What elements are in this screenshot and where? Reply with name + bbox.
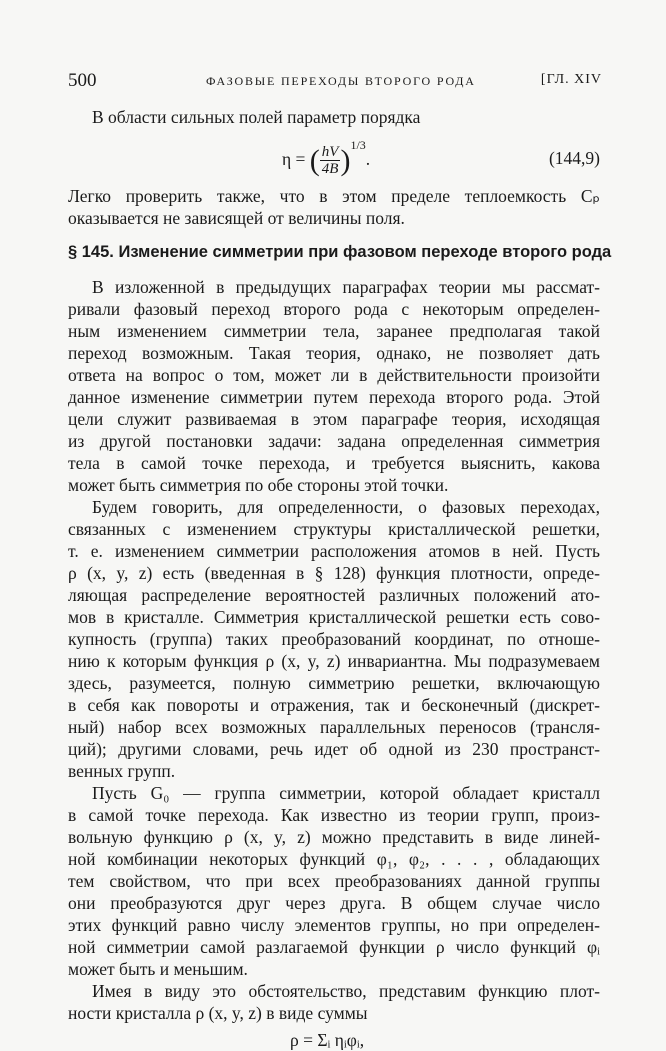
- running-title: ФАЗОВЫЕ ПЕРЕХОДЫ ВТОРОГО РОДА: [206, 74, 476, 88]
- formula-sum: ρ = Σᵢ ηᵢφᵢ,: [290, 1030, 365, 1050]
- text-line: ответа на вопрос о том, может ли в действительности произойти: [68, 365, 600, 385]
- text-line: Легко проверить также, что в этом пределе теплоемкость Cₚ: [68, 186, 600, 206]
- fraction: [320, 144, 341, 177]
- text-line: ρ (x, y, z) есть (введенная в § 128) функция плотности, опреде-: [68, 563, 600, 583]
- text-line: этих функций равно числу элементов группы, но при определен-: [68, 915, 600, 935]
- text-line: может быть симметрия по обе стороны этой точки.: [68, 475, 449, 495]
- text-line: тела в самой точке перехода, и требуется выяснить, какова: [68, 453, 600, 473]
- text-line: цели служит развиваемая в этом параграфе теория, исходящая: [68, 409, 600, 429]
- fraction-denominator: 4B: [321, 161, 339, 178]
- text-line: связанных с изменением структуры кристаллической решетки,: [68, 519, 600, 539]
- text-line: Пусть G₀ — группа симметрии, которой обладает кристалл: [92, 783, 600, 803]
- text-line: ный) набор всех возможных параллельных переносов (трансля-: [68, 717, 600, 737]
- text-line: данное изменение симметрии путем перехода второго рода. Этой: [68, 387, 600, 407]
- text-line: В изложенной в предыдущих параграфах теории мы рассмат-: [92, 277, 600, 297]
- text-line: в самой точке перехода. Как известно из теории групп, произ-: [68, 805, 600, 825]
- text-line: нию к которым функция ρ (x, y, z) инвариантна. Мы подразумеваем: [68, 651, 600, 671]
- equation-number: (144,9): [548, 148, 600, 168]
- text-line: здесь, разумеется, полную симметрию решетки, включающую: [68, 673, 600, 693]
- formula-144-9: η = ( $\frac{hV}{4B}$ )$^{1/3}$.: [282, 138, 371, 178]
- text-line: ной комбинации некоторых функций φ₁, φ₂, . . . , обладающих: [68, 849, 600, 869]
- text-line: ным изменением симметрии тела, заранее предполагая такой: [68, 321, 600, 341]
- text-line: в себя как повороты и отражения, так и бесконечный (дискрет-: [68, 695, 600, 715]
- intro-line: В области сильных полей параметр порядка: [92, 107, 421, 127]
- text-line: может быть и меньшим.: [68, 959, 248, 979]
- text-line: оказывается не зависящей от величины поля.: [68, 208, 405, 228]
- text-line: ций); другими словами, речь идет об одной из 230 пространст-: [68, 739, 600, 759]
- text-line: ляющая распределение вероятностей различных положений ато-: [68, 585, 600, 605]
- fraction-numerator: hV: [321, 144, 339, 161]
- text-line: тем свойством, что при всех преобразованиях данной группы: [68, 871, 600, 891]
- chapter-label: [ГЛ. XIV: [540, 72, 602, 87]
- text-line: Имея в виду это обстоятельство, представим функцию плот-: [92, 981, 600, 1001]
- text-line: Будем говорить, для определенности, о фазовых переходах,: [92, 497, 600, 517]
- formula-exponent: 1/3: [350, 138, 366, 152]
- text-line: вольную функцию ρ (x, y, z) можно представить в виде линей-: [68, 827, 600, 847]
- text-line: ривали фазовый переход второго рода с некоторым определен-: [68, 299, 600, 319]
- text-line: т. е. изменением симметрии расположения атомов в ней. Пусть: [68, 541, 600, 561]
- text-line: венных групп.: [68, 761, 176, 781]
- text-line: они преобразуются друг через друга. В общем случае число: [68, 893, 600, 913]
- text-line: купность (группа) таких преобразований координат, по отноше-: [68, 629, 600, 649]
- page-header: [68, 70, 608, 94]
- text-line: переход возможным. Такая теория, однако, не позволяет дать: [68, 343, 600, 363]
- text-line: ности кристалла ρ (x, y, z) в виде суммы: [68, 1003, 368, 1023]
- text-line: из другой постановки задачи: задана определенная симметрия: [68, 431, 600, 451]
- text-line: ной симметрии самой разлагаемой функции ρ число функций φᵢ: [68, 937, 600, 957]
- section-title: § 145. Изменение симметрии при фазовом переходе второго рода: [68, 243, 612, 261]
- text-line: мов в кристалле. Симметрия кристаллической решетки есть сово-: [68, 607, 600, 627]
- page-number: 500: [68, 70, 97, 91]
- formula-lhs: η =: [282, 149, 306, 169]
